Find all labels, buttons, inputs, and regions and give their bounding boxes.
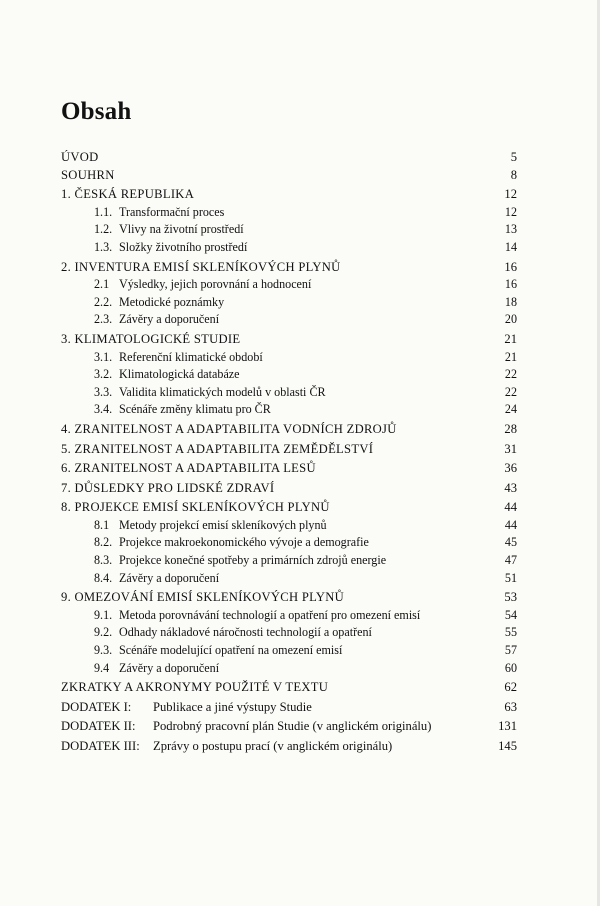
toc-entry-title: 1. ČESKÁ REPUBLIKA [61,187,195,202]
toc-subentry-1-3[interactable] [61,239,517,257]
toc-entry-page: 62 [504,680,517,695]
toc-entry-title: Metoda porovnávání technologií a opatření pro omezení emisí [119,607,421,622]
toc-entry-title: Metodické poznámky [119,294,225,309]
toc-entry-page: 22 [504,384,517,399]
toc-entry-page: 63 [504,699,517,714]
toc-subentry-8-1[interactable] [61,517,517,535]
toc-entry-title: Výsledky, jejich porovnání a hodnocení [119,277,312,292]
toc-entry-uvod[interactable] [61,149,517,167]
toc-entry-page: 31 [504,441,517,456]
toc-entry-page: 28 [504,421,517,436]
toc-entry-page: 145 [498,739,517,753]
toc-entry-vodni-zdroje[interactable] [61,421,517,439]
toc-entry-number: 3.1. [94,349,113,364]
page-title: Obsah [61,98,132,125]
toc-entry-title: Podrobný pracovní plán Studie (v anglickém originálu) [153,719,432,734]
toc-entry-zkratky[interactable] [61,679,517,697]
toc-entry-title: Závěry a doporučení [119,660,220,675]
toc-entry-title: 5. ZRANITELNOST A ADAPTABILITA ZEMĚDĚLSTVÍ [61,441,374,456]
toc-entry-page: 21 [504,349,517,364]
toc-subentry-3-1[interactable] [61,349,517,367]
toc-entry-projekce-emisi[interactable] [61,499,517,517]
toc-entry-page: 45 [504,535,517,550]
toc-entry-page: 53 [504,590,517,605]
toc-appendix-3[interactable] [61,738,517,756]
toc-entry-title: SOUHRN [61,167,115,182]
toc-entry-title: Projekce konečné spotřeby a primárních zdrojů energie [119,553,387,568]
toc-entry-page: 22 [504,367,517,382]
toc-entry-klimatologicke-studie[interactable] [61,331,517,349]
toc-entry-number: 1.2. [94,222,113,237]
toc-entry-lidske-zdravi[interactable] [61,480,517,498]
toc-entry-page: 55 [504,625,517,640]
toc-entry-number: 9.2. [94,625,113,640]
toc-entry-title: Transformační proces [119,204,225,219]
toc-entry-page: 21 [504,331,517,346]
toc-entry-ceska-republika[interactable] [61,186,517,204]
table-of-contents [61,149,517,756]
toc-entry-lesy[interactable] [61,460,517,478]
toc-subentry-3-2[interactable] [61,366,517,384]
toc-entry-title: Referenční klimatické období [119,349,263,364]
toc-subentry-1-1[interactable] [61,204,517,222]
toc-entry-page: 12 [504,204,517,219]
toc-entry-number: 2.1 [94,277,110,292]
toc-entry-page: 16 [504,259,517,274]
toc-entry-title: Metody projekcí emisí skleníkových plynů [119,517,327,532]
toc-entry-number: 3.4. [94,402,113,417]
toc-entry-omezovani-emisi[interactable] [61,589,517,607]
toc-entry-page: 43 [504,480,517,495]
toc-entry-number: 1.3. [94,239,113,254]
toc-entry-page: 54 [504,607,517,622]
toc-entry-page: 24 [504,402,517,417]
toc-entry-number: 3.3. [94,384,113,399]
toc-entry-number: 9.1. [94,607,113,622]
toc-entry-number: 3.2. [94,367,113,382]
toc-entry-number: 9.4 [94,660,110,675]
toc-subentry-2-3[interactable] [61,311,517,329]
toc-subentry-8-3[interactable] [61,552,517,570]
toc-entry-title: Projekce makroekonomického vývoje a demografie [119,535,369,550]
toc-entry-title: 7. DŮSLEDKY PRO LIDSKÉ ZDRAVÍ [61,480,275,495]
toc-appendix-number: DODATEK I: [61,699,132,714]
toc-subentry-3-3[interactable] [61,384,517,402]
toc-entry-number: 9.3. [94,643,113,658]
toc-entry-number: 1.1. [94,204,113,219]
toc-entry-title: 8. PROJEKCE EMISÍ SKLENÍKOVÝCH PLYNŮ [61,500,330,515]
toc-entry-page: 47 [504,553,517,568]
toc-subentry-9-2[interactable] [61,624,517,642]
toc-entry-title: Složky životního prostředí [119,239,248,254]
toc-entry-page: 131 [498,719,517,734]
toc-entry-title: 2. INVENTURA EMISÍ SKLENÍKOVÝCH PLYNŮ [61,259,341,274]
toc-entry-number: 2.2. [94,294,113,309]
toc-entry-page: 60 [504,660,517,675]
toc-entry-zemedelstvi[interactable] [61,441,517,459]
toc-subentry-9-3[interactable] [61,642,517,660]
toc-entry-title: Klimatologická databáze [119,367,240,382]
toc-entry-page: 51 [504,570,517,585]
toc-entry-page: 13 [504,222,517,237]
toc-entry-number: 2.3. [94,312,113,327]
toc-entry-page: 44 [504,517,517,532]
toc-entry-page: 57 [504,643,517,658]
toc-entry-title: Vlivy na životní prostředí [119,222,244,237]
toc-subentry-2-2[interactable] [61,294,517,312]
toc-entry-page: 36 [504,461,517,476]
toc-entry-title: 3. KLIMATOLOGICKÉ STUDIE [61,331,241,346]
toc-entry-title: Odhady nákladové náročnosti technologií a opatření [119,625,372,640]
toc-appendix-number: DODATEK III: [61,739,140,753]
toc-entry-title: Zprávy o postupu prací (v anglickém originálu) [153,739,393,753]
toc-appendix-number: DODATEK II: [61,719,136,734]
toc-entry-page: 44 [504,500,517,515]
toc-entry-title: 9. OMEZOVÁNÍ EMISÍ SKLENÍKOVÝCH PLYNŮ [61,590,345,605]
toc-entry-title: Scénáře změny klimatu pro ČR [119,402,271,417]
toc-appendix-2[interactable] [61,718,517,736]
toc-entry-page: 16 [504,277,517,292]
toc-entry-title: ÚVOD [61,150,99,164]
toc-entry-title: ZKRATKY A AKRONYMY POUŽITÉ V TEXTU [61,680,329,695]
toc-subentry-9-4[interactable] [61,660,517,678]
toc-subentry-9-1[interactable] [61,607,517,625]
toc-entry-number: 8.1 [94,517,110,532]
toc-subentry-8-2[interactable] [61,534,517,552]
toc-entry-page: 20 [504,312,517,327]
toc-appendix-1[interactable] [61,699,517,717]
toc-subentry-1-2[interactable] [61,221,517,239]
toc-entry-inventura[interactable] [61,259,517,277]
toc-subentry-8-4[interactable] [61,570,517,588]
toc-entry-page: 8 [510,167,517,182]
toc-entry-page: 14 [504,239,517,254]
toc-entry-title: Závěry a doporučení [119,312,220,327]
toc-subentry-2-1[interactable] [61,276,517,294]
toc-entry-number: 8.3. [94,553,113,568]
toc-entry-title: Scénáře modelující opatření na omezení emisí [119,643,343,658]
toc-entry-title: Validita klimatických modelů v oblasti ČR [119,384,326,399]
toc-entry-title: Publikace a jiné výstupy Studie [153,699,312,714]
toc-entry-page: 18 [504,294,517,309]
toc-entry-souhrn[interactable] [61,167,517,185]
toc-entry-page: 5 [510,150,517,164]
toc-entry-title: Závěry a doporučení [119,570,220,585]
toc-entry-number: 8.4. [94,570,113,585]
toc-entry-title: 4. ZRANITELNOST A ADAPTABILITA VODNÍCH ZDROJŮ [61,421,397,436]
toc-subentry-3-4[interactable] [61,401,517,419]
toc-entry-page: 12 [504,187,517,202]
toc-entry-number: 8.2. [94,535,113,550]
toc-entry-title: 6. ZRANITELNOST A ADAPTABILITA LESŮ [61,461,316,476]
